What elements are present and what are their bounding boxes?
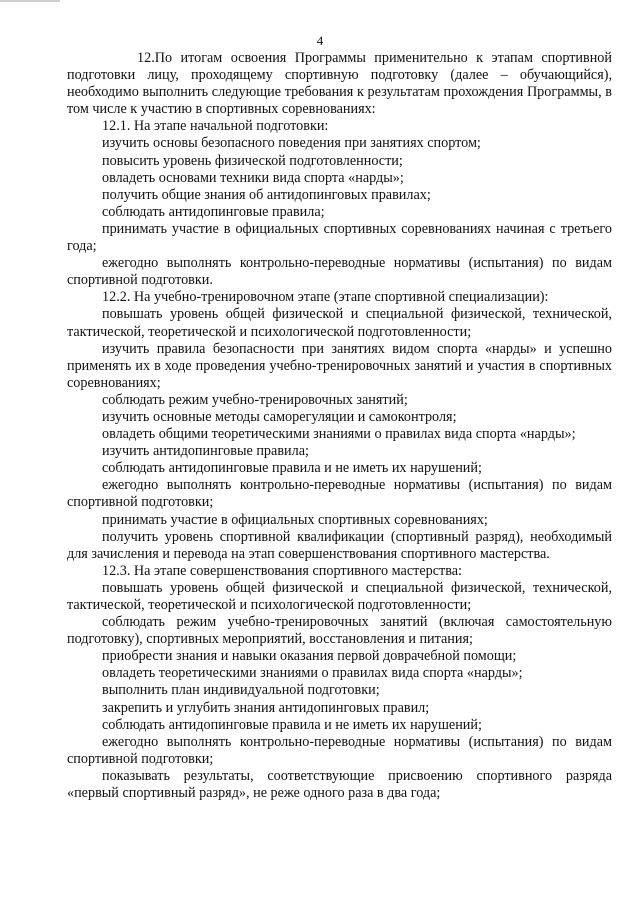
stage-initial-item: получить общие знания об антидопинговых правилах; xyxy=(102,186,431,203)
stage-training-item: ежегодно выполнять контрольно-переводные нормативы (испытания) по видам спортивной подготовки; xyxy=(67,477,612,511)
stage-training-item: изучить основные методы саморегуляции и самоконтроля; xyxy=(102,408,457,425)
stage-mastery-item: показывать результаты, соответствующие присвоению спортивного разряда «первый спортивный разряд», не реже одного раза в два года; xyxy=(67,767,612,802)
section-12-number: 12. xyxy=(137,50,155,66)
document-body xyxy=(67,50,612,802)
stage-mastery-item: повышать уровень общей физической и специальной физической, технической, тактической, теоретической и психологической подготовленности; xyxy=(67,579,612,613)
stage-training-item: принимать участие в официальных спортивных соревнованиях; xyxy=(102,511,488,528)
stage-initial-heading: 12.1. На этапе начальной подготовки: xyxy=(102,118,329,135)
scan-edge-line xyxy=(0,0,60,2)
stage-initial-item: повысить уровень физической подготовленности; xyxy=(102,152,403,169)
stage-training-item: соблюдать антидопинговые правила и не иметь их нарушений; xyxy=(102,460,482,477)
stage-training-heading: 12.2. На учебно-тренировочном этапе (этапе спортивной специализации): xyxy=(102,289,549,306)
stage-mastery-heading: 12.3. На этапе совершенствования спортивного мастерства: xyxy=(102,562,462,579)
stage-mastery-item: ежегодно выполнять контрольно-переводные нормативы (испытания) по видам спортивной подготовки; xyxy=(67,733,612,767)
stage-initial-item: принимать участие в официальных спортивных соревнованиях начиная с третьего года; xyxy=(67,220,612,255)
stage-initial-item: ежегодно выполнять контрольно-переводные нормативы (испытания) по видам спортивной подготовки. xyxy=(67,255,612,289)
stage-training-item: изучить правила безопасности при занятиях видом спорта «нарды» и успешно применять их в ходе проведения учебно-тренировочных занятий и участия в спортивных соревнованиях; xyxy=(67,340,612,391)
stage-mastery-item: выполнить план индивидуальной подготовки; xyxy=(102,682,380,699)
section-12-paragraph xyxy=(67,50,612,118)
stage-mastery-item: соблюдать режим учебно-тренировочных занятий (включая самостоятельную подготовку), спортивных мероприятий, восстановления и питания; xyxy=(67,614,612,648)
stage-initial-item: изучить основы безопасного поведения при занятиях спортом; xyxy=(102,135,481,152)
stage-mastery-item: овладеть теоретическими знаниями о правилах вида спорта «нарды»; xyxy=(102,665,523,682)
stage-training-item: изучить антидопинговые правила; xyxy=(102,443,309,460)
stage-training-item: получить уровень спортивной квалификации (спортивный разряд), необходимый для зачисления и перевода на этап совершенствования спортивного мастерства. xyxy=(67,528,612,562)
stage-training-item: овладеть общими теоретическими знаниями о правилах вида спорта «нарды»; xyxy=(102,426,576,443)
stage-training-item: соблюдать режим учебно-тренировочных занятий; xyxy=(102,391,408,408)
stage-mastery-item: соблюдать антидопинговые правила и не иметь их нарушений; xyxy=(102,716,482,733)
section-12-text: По итогам освоения Программы применительно к этапам спортивной подготовки лицу, проходящему спортивную подготовку (далее – обучающийся), необходимо выполнить следующие требования к результатам прохождения Программы, в том числе к участию в спортивных соревнованиях: xyxy=(67,50,612,118)
stage-mastery-item: закрепить и углубить знания антидопинговых правил; xyxy=(102,699,430,716)
stage-mastery-item: приобрести знания и навыки оказания первой доврачебной помощи; xyxy=(102,648,517,665)
stage-training-item: повышать уровень общей физической и специальной физической, технической, тактической, теоретической и психологической подготовленности; xyxy=(67,306,612,340)
page-number: 4 xyxy=(316,33,324,48)
stage-initial-item: овладеть основами техники вида спорта «нарды»; xyxy=(102,169,404,186)
stage-initial-item: соблюдать антидопинговые правила; xyxy=(102,203,325,220)
